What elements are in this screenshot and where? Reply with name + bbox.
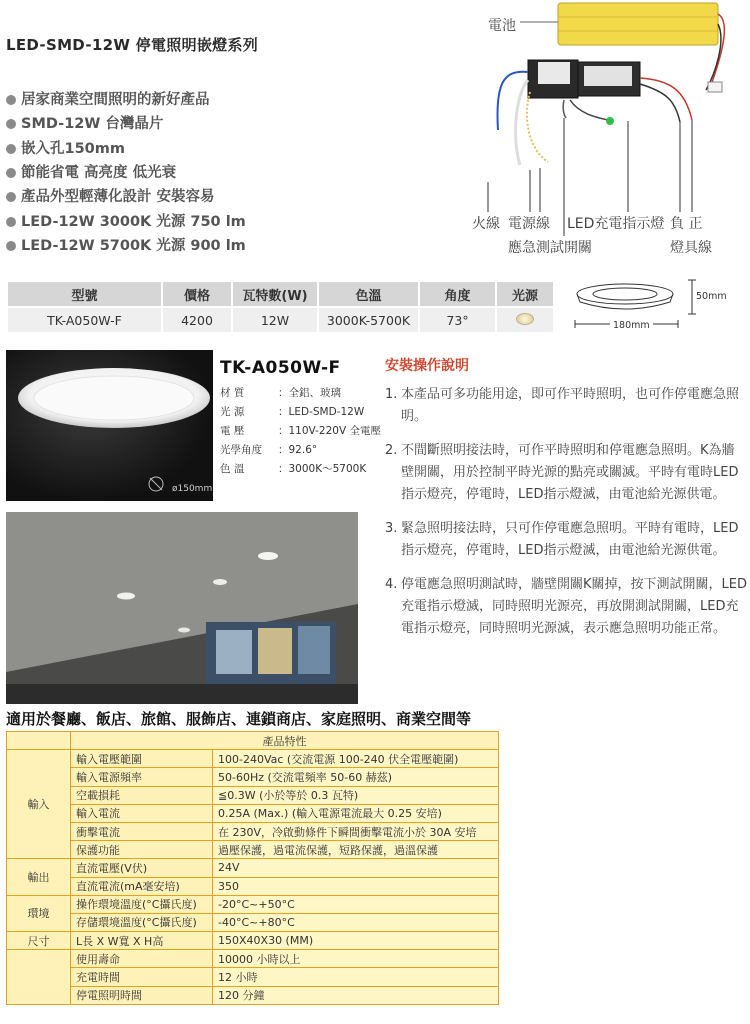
- table-row: [7, 804, 499, 822]
- feature-item: 產品外型輕薄化設計 安裝容易: [6, 185, 246, 209]
- spec-header: 型號: [8, 282, 161, 306]
- product-table: [6, 731, 499, 1005]
- row-label: 輸入電壓範圍: [71, 750, 213, 768]
- table-header: 產品特性: [71, 732, 499, 750]
- table-row: [7, 841, 499, 859]
- row-label: L長 X W寬 X H高: [71, 932, 213, 950]
- spec-header: 光源: [497, 282, 553, 306]
- spec-cell: TK-A050W-F: [8, 306, 161, 332]
- row-value: 24V: [213, 859, 499, 877]
- table-row: [7, 932, 499, 950]
- spec-header-row: [8, 282, 553, 306]
- instructions-title: 安裝操作說明: [385, 358, 469, 374]
- spec-header: 角度: [420, 282, 495, 306]
- battery-label: 電池: [488, 18, 516, 34]
- group-label: 輸出: [7, 859, 71, 895]
- table-row: [7, 895, 499, 913]
- row-value: 在 230V，冷啟動條件下瞬間衝擊電流小於 30A 安培: [213, 822, 499, 840]
- row-value: 過壓保護，過電流保護，短路保護，過溫保護: [213, 841, 499, 859]
- page-title: LED-SMD-12W 停電照明嵌燈系列: [6, 36, 259, 54]
- row-value: 100-240Vac (交流電源 100-240 伏全電壓範圍): [213, 750, 499, 768]
- model-info: [220, 358, 381, 479]
- model-spec-row: 材 質 ：全鋁、玻璃: [220, 387, 341, 399]
- row-value: 350: [213, 877, 499, 895]
- table-row: [7, 986, 499, 1004]
- row-value: 120 分鐘: [213, 986, 499, 1004]
- row-label: 衝擊電流: [71, 822, 213, 840]
- table-row: [7, 750, 499, 768]
- power-line-label: 電源線: [508, 216, 550, 232]
- table-row: [7, 822, 499, 840]
- table-header-row: [7, 732, 499, 750]
- row-label: 直流電壓(V伏): [71, 859, 213, 877]
- bullet-icon: [6, 168, 16, 178]
- table-row: [7, 768, 499, 786]
- table-row: [7, 968, 499, 986]
- load-line-label: 燈具線: [670, 240, 712, 256]
- spec-header: 瓦特數(W): [233, 282, 317, 306]
- instruction-step: 4. 停電應急照明測試時，牆壁開關K關掉，按下測試開關，LED充電指示燈滅，同時照明光源亮，再放開測試開關，LED充電指示燈亮，同時照明光源滅，表示應急照明功能正常。: [385, 577, 747, 636]
- row-label: 操作環境溫度(°C攝氏度): [71, 895, 213, 913]
- row-value: 0.25A (Max.) (輸入電源電流最大 0.25 安培): [213, 804, 499, 822]
- width-dimension: 180mm: [610, 320, 653, 331]
- led-indicator-label: LED充電指示燈: [567, 216, 665, 232]
- row-value: -20°C~+50°C: [213, 895, 499, 913]
- spec-cell: 12W: [233, 306, 317, 332]
- row-value: 12 小時: [213, 968, 499, 986]
- row-label: 保護功能: [71, 841, 213, 859]
- feature-item: LED-12W 5700K 光源 900 lm: [6, 234, 246, 258]
- height-dimension: 50mm: [696, 291, 727, 302]
- model-spec-row: 光 源 ：LED-SMD-12W: [220, 406, 365, 418]
- table-row: [7, 913, 499, 931]
- table-row: [7, 950, 499, 968]
- dimension-drawing: [570, 272, 750, 342]
- table-row: [7, 786, 499, 804]
- feature-item: 節能省電 高亮度 低光衰: [6, 161, 246, 185]
- spec-cell: 3000K-5700K: [319, 306, 418, 332]
- spec-row: [8, 306, 553, 332]
- row-value: ≦0.3W (小於等於 0.3 瓦特): [213, 786, 499, 804]
- instruction-step: 2. 不間斷照明接法時，可作平時照明和停電應急照明。K為牆壁開關，用於控制平時光源的點亮或關滅。平時有電時LED指示燈亮，停電時，LED指示燈滅，由電池給光源供電。: [385, 443, 739, 502]
- row-value: -40°C~+80°C: [213, 913, 499, 931]
- bullet-icon: [6, 95, 16, 105]
- row-label: 直流電流(mA毫安培): [71, 877, 213, 895]
- bullet-icon: [6, 217, 16, 227]
- table-row: [7, 877, 499, 895]
- ceiling-scene: [6, 512, 358, 704]
- feature-list: [6, 88, 246, 258]
- spec-cell: 73°: [420, 306, 495, 332]
- spec-cell: [497, 306, 553, 332]
- application-tagline: 適用於餐廳、飯店、旅館、服飾店、連鎖商店、家庭照明、商業空間等: [6, 710, 472, 728]
- instruction-step: 3. 緊急照明接法時，只可作停電應急照明。平時有電時，LED指示燈亮，停電時，LED指示燈滅，由電池給光源供電。: [385, 521, 739, 558]
- feature-item: 嵌入孔150mm: [6, 137, 246, 161]
- bullet-icon: [6, 119, 16, 129]
- instruction-step: 1. 本產品可多功能用途，即可作平時照明，也可作停電應急照明。: [385, 387, 740, 424]
- load-line-polarity-label: 負 正: [670, 216, 703, 232]
- row-label: 輸入電流: [71, 804, 213, 822]
- row-label: 空載損耗: [71, 786, 213, 804]
- row-label: 充電時間: [71, 968, 213, 986]
- row-label: 使用壽命: [71, 950, 213, 968]
- feature-item: 居家商業空間照明的新好產品: [6, 88, 246, 112]
- feature-item: SMD-12W 台灣晶片: [6, 112, 246, 136]
- row-label: 停電照明時間: [71, 986, 213, 1004]
- hole-diameter-label: ø150mm: [172, 484, 213, 494]
- spec-cell: 4200: [163, 306, 231, 332]
- downlight-profile-diagram: [570, 272, 750, 342]
- product-photo: [6, 350, 213, 501]
- row-label: 存儲環境溫度(°C攝氏度): [71, 913, 213, 931]
- group-label: 輸入: [7, 750, 71, 859]
- row-value: 50-60Hz (交流電頻率 50-60 赫茲): [213, 768, 499, 786]
- spec-table: [6, 282, 555, 332]
- application-photo: [6, 512, 358, 704]
- model-spec-row: 光學角度 ：92.6°: [220, 444, 318, 456]
- model-title: TK-A050W-F: [220, 358, 341, 378]
- downlight-image: [6, 350, 213, 501]
- wiring-diagram: [470, 0, 750, 262]
- instruction-steps: [385, 384, 747, 652]
- spec-header: 色溫: [319, 282, 418, 306]
- row-value: 10000 小時以上: [213, 950, 499, 968]
- test-switch-label: 應急測試開關: [508, 240, 592, 256]
- bullet-icon: [6, 144, 16, 154]
- light-source-icon: [516, 313, 534, 325]
- model-spec-row: 色 溫 ：3000K～5700K: [220, 463, 367, 475]
- group-label: 環境: [7, 895, 71, 931]
- table-row: [7, 859, 499, 877]
- row-value: 150X40X30 (MM): [213, 932, 499, 950]
- group-label: 尺寸: [7, 932, 71, 950]
- row-label: 輸入電源頻率: [71, 768, 213, 786]
- fire-line-label: 火線: [472, 216, 500, 232]
- spec-header: 價格: [163, 282, 231, 306]
- bullet-icon: [6, 241, 16, 251]
- model-spec-row: 電 壓 ：110V-220V 全電壓: [220, 425, 381, 437]
- feature-item: LED-12W 3000K 光源 750 lm: [6, 209, 246, 233]
- bullet-icon: [6, 192, 16, 202]
